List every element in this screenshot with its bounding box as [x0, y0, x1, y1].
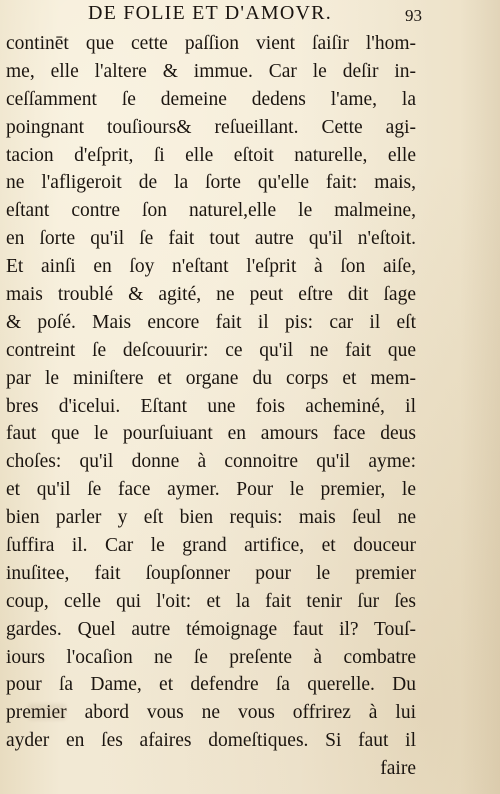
text-line: premier abord vous ne vous offrirez à lui: [6, 702, 416, 724]
page-number: 93: [405, 6, 422, 25]
text-line: poingnant touſiours& reſueillant. Cette agi-: [6, 116, 416, 138]
text-line: gardes. Quel autre témoignage faut il? Touſ-: [6, 618, 416, 640]
text-line: par le miniſtere et organe du corps et mem-: [6, 367, 416, 389]
text-line: coup, celle qui l'oit: et la fait tenir ſur ſes: [6, 590, 416, 612]
text-line: bres d'icelui. Eſtant une fois acheminé, il: [6, 395, 416, 417]
text-line: choſes: qu'il donne à connoitre qu'il ayme:: [6, 451, 416, 473]
page-edge-shadow: [460, 0, 500, 794]
body-text: [6, 30, 416, 783]
text-line: ceſſamment ſe demeine dedens l'ame, la: [6, 88, 416, 110]
text-line: ſuffira il. Car le grand artifice, et douceur: [6, 535, 416, 557]
text-line: inuſitee, fait ſoupſonner pour le premier: [6, 562, 416, 584]
text-line: Et ainſi en ſoy n'eſtant l'eſprit à ſon aiſe,: [6, 256, 416, 278]
text-line: tacion d'eſprit, ſi elle eſtoit naturelle, elle: [6, 144, 416, 166]
running-title: DE FOLIE ET D'AMOVR.: [88, 2, 332, 24]
text-line: eſtant contre ſon naturel,elle le malmeine,: [6, 200, 416, 222]
text-line: contreint ſe deſcouurir: ce qu'il ne fait que: [6, 339, 416, 361]
text-line: bien parler y eſt bien requis: mais ſeul ne: [6, 507, 416, 529]
text-line: me, elle l'altere & immue. Car le deſir in-: [6, 60, 416, 82]
text-line: continēt que cette paſſion vient ſaiſir l'hom-: [6, 33, 416, 54]
text-line: ayder en ſes afaires domeſtiques. Si faut il: [6, 730, 416, 752]
text-line: faut que le pourſuiuant en amours face deus: [6, 423, 416, 445]
catchword: faire: [380, 758, 416, 780]
text-line: ne l'afligeroit de la ſorte qu'elle fait: mais,: [6, 172, 416, 194]
text-line: et qu'il ſe face aymer. Pour le premier, le: [6, 479, 416, 501]
ink-bleed-mark: [28, 704, 66, 720]
text-line: mais troublé & agité, ne peut eſtre dit ſage: [6, 284, 416, 306]
text-line: iours l'ocaſion ne ſe preſente à combatre: [6, 646, 416, 668]
text-line: en ſorte qu'il ſe fait tout autre qu'il n'eſtoit.: [6, 228, 416, 250]
running-head: [0, 2, 500, 28]
text-line: & poſé. Mais encore fait il pis: car il eſt: [6, 311, 416, 333]
text-line: pour ſa Dame, et defendre ſa querelle. Du: [6, 674, 416, 696]
